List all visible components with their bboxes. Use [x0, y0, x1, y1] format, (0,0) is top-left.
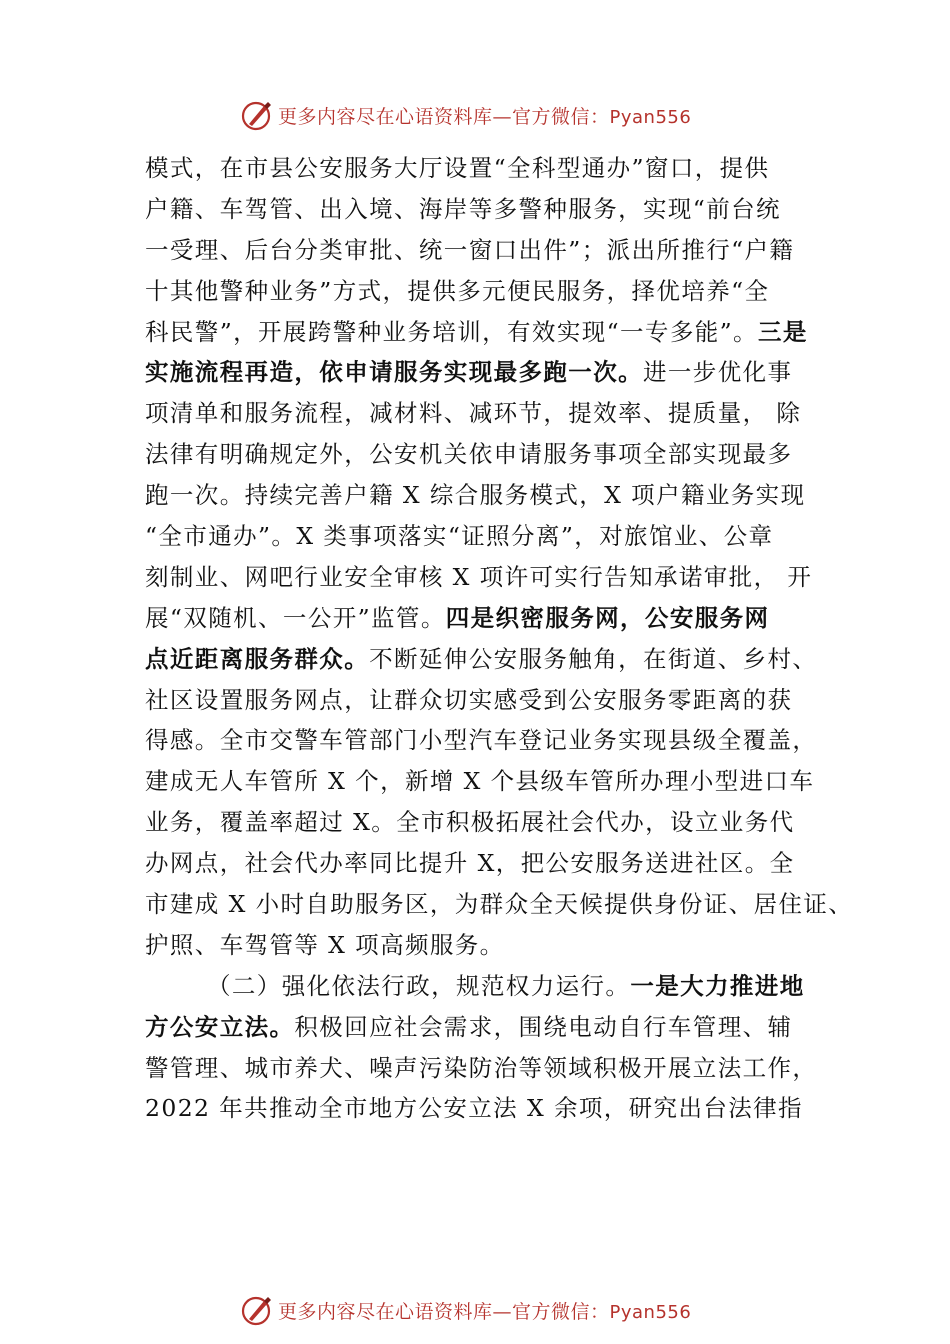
body-text: 警管理、城市养犬、噪声污染防治等领域积极开展立法工作， — [145, 1053, 818, 1082]
bold-heading-text: 三是 — [757, 317, 808, 346]
body-text: 刻制业、网吧行业安全审核 X 项许可实行告知承诺审批， 开 — [145, 562, 813, 591]
text-line — [145, 1007, 835, 1048]
wechat-id: Pyan556 — [609, 1301, 692, 1323]
text-line — [145, 843, 835, 884]
body-text: 社区设置服务网点，让群众切实感受到公安服务零距离的获 — [145, 685, 793, 714]
body-text: 科民警”，开展跨警种业务培训，有效实现“一专多能”。 — [145, 317, 758, 346]
body-text: 业务，覆盖率超过 X。全市积极拓展社会代办，设立业务代 — [145, 808, 795, 837]
text-line — [145, 557, 835, 598]
header-watermark-banner — [0, 95, 950, 135]
banner-text: 更多内容尽在心语资料库—官方微信： — [278, 105, 610, 128]
text-line — [145, 884, 854, 925]
bold-heading-text: 点近距离服务群众。 — [145, 644, 370, 673]
footer-watermark-banner — [0, 1290, 950, 1330]
bold-heading-text: 实施流程再造，依申请服务实现最多跑一次。 — [145, 358, 643, 387]
body-text: 得感。全市交警车管部门小型汽车登记业务实现县级全覆盖， — [145, 726, 818, 755]
text-line — [145, 680, 835, 721]
text-line — [145, 475, 835, 516]
text-line — [145, 966, 835, 1007]
text-line — [145, 352, 835, 393]
body-text: 项清单和服务流程，减材料、减环节，提效率、提质量， 除 — [145, 399, 802, 428]
text-line — [145, 802, 835, 843]
text-line — [145, 761, 835, 802]
text-line — [145, 189, 835, 230]
banner-text: 更多内容尽在心语资料库—官方微信： — [278, 1300, 610, 1323]
body-text: 建成无人车管所 X 个，新增 X 个县级车管所办理小型进口车 — [145, 767, 815, 796]
body-text: 2022 年共推动全市地方公安立法 X 余项，研究出台法律指 — [145, 1094, 803, 1123]
body-text: 模式，在市县公安服务大厅设置“全科型通办”窗口，提供 — [145, 154, 770, 182]
text-line — [145, 1048, 835, 1089]
body-text: 进一步优化事 — [643, 358, 793, 387]
text-line — [145, 1088, 835, 1129]
body-text: 法律有明确规定外，公安机关依申请服务事项全部实现最多 — [145, 440, 793, 469]
body-text: 十其他警种业务”方式，提供多元便民服务，择优培养“全 — [145, 276, 770, 305]
body-text: 护照、车驾管等 X 项高频服务。 — [145, 930, 505, 959]
body-text: 一受理、后台分类审批、统一窗口出件”；派出所推行“户籍 — [145, 235, 795, 264]
text-line — [145, 720, 835, 761]
text-line — [145, 639, 835, 680]
body-text: 积极回应社会需求，围绕电动自行车管理、辅 — [294, 1012, 793, 1041]
body-text: 户籍、车驾管、出入境、海岸等多警种服务，实现“前台统 — [145, 194, 781, 223]
text-line — [145, 312, 835, 353]
bold-heading-text: 方公安立法。 — [145, 1012, 295, 1041]
pen-logo-icon — [240, 98, 274, 132]
body-text: “全市通办”。X 类事项落实“证照分离”，对旅馆业、公章 — [145, 522, 774, 551]
text-line — [145, 148, 835, 189]
bold-heading-text: 四是织密服务网，公安服务网 — [445, 603, 770, 632]
pen-logo-icon — [240, 1293, 274, 1327]
body-text: 办网点，社会代办率同比提升 X，把公安服务送进社区。全 — [145, 849, 795, 878]
text-line — [145, 271, 835, 312]
body-text: 不断延伸公安服务触角，在街道、乡村、 — [369, 644, 818, 673]
text-line — [145, 598, 835, 639]
body-text: 跑一次。持续完善户籍 X 综合服务模式，X 项户籍业务实现 — [145, 481, 806, 510]
text-line — [145, 925, 835, 966]
wechat-id: Pyan556 — [609, 106, 692, 128]
bold-heading-text: 一是大力推进地 — [630, 971, 805, 1000]
body-text: （二）强化依法行政，规范权力运行。 — [207, 971, 631, 1000]
text-line — [145, 393, 835, 434]
text-line — [145, 230, 835, 271]
document-body — [145, 148, 854, 1129]
text-line — [145, 434, 835, 475]
body-text: 市建成 X 小时自助服务区，为群众全天候提供身份证、居住证、 — [145, 890, 854, 919]
body-text: 展“双随机、一公开”监管。 — [145, 603, 446, 632]
text-line — [145, 516, 835, 557]
